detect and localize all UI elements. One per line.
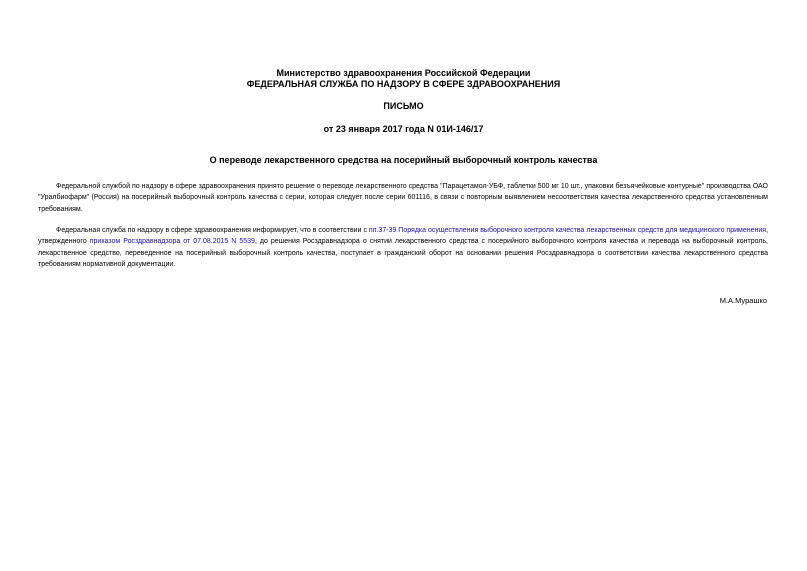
- paragraph-text-part3: , до решения Росздравнадзора о снятии лекарственного средства с посерийного выборочного контроля качества и перевода на выборочный контроль, лекарственное средство, переведенное на посерийный выборочный контроль качества, поступает в гражданский оборот на основании решения Росздравнадзора о соответствии качества лекарственного средства требованиям нормативной документации.: [38, 238, 769, 268]
- document-type: ПИСЬМО: [383, 101, 424, 111]
- order-link[interactable]: приказом Росздравнадзора от 07.08.2015 N 5539: [89, 238, 255, 246]
- document-date-number: от 23 января 2017 года N 01И-146/17: [323, 124, 484, 134]
- ministry-name: Министерство здравоохранения Российской Федерации: [276, 68, 531, 78]
- document-subject: О переводе лекарственного средства на посерийный выборочный контроль качества: [209, 155, 598, 165]
- procedure-link[interactable]: пп.37-39 Порядка осуществления выборочного контроля качества лекарственных средств для медицинского применения: [368, 227, 767, 234]
- paragraph-text-part1: Федеральная служба по надзору в сфере здравоохранения информирует, что в соответствии с: [56, 227, 369, 234]
- service-name: ФЕДЕРАЛЬНАЯ СЛУЖБА ПО НАДЗОРУ В СФЕРЕ ЗДРАВООХРАНЕНИЯ: [246, 79, 561, 89]
- signature: М.А.Мурашко: [719, 296, 767, 305]
- paragraph-text-part2: , утвержденного: [38, 227, 769, 246]
- paragraph-decision: Федеральной службой по надзору в сфере здравоохранения принято решение о переводе лекарственного средства "Парацетамол-УБФ, таблетки 500 мг 10 шт., упаковки безъячейковые контурные" производства ОАО "Уралбиофарм" (Россия) на посерийный выборочный контроль качества с серии, которая следует после серии 601116, в связи с повторным выявлением несоответствия качества лекарственного средства установленным требованиям.: [38, 183, 768, 213]
- paragraph-information: [38, 225, 768, 270]
